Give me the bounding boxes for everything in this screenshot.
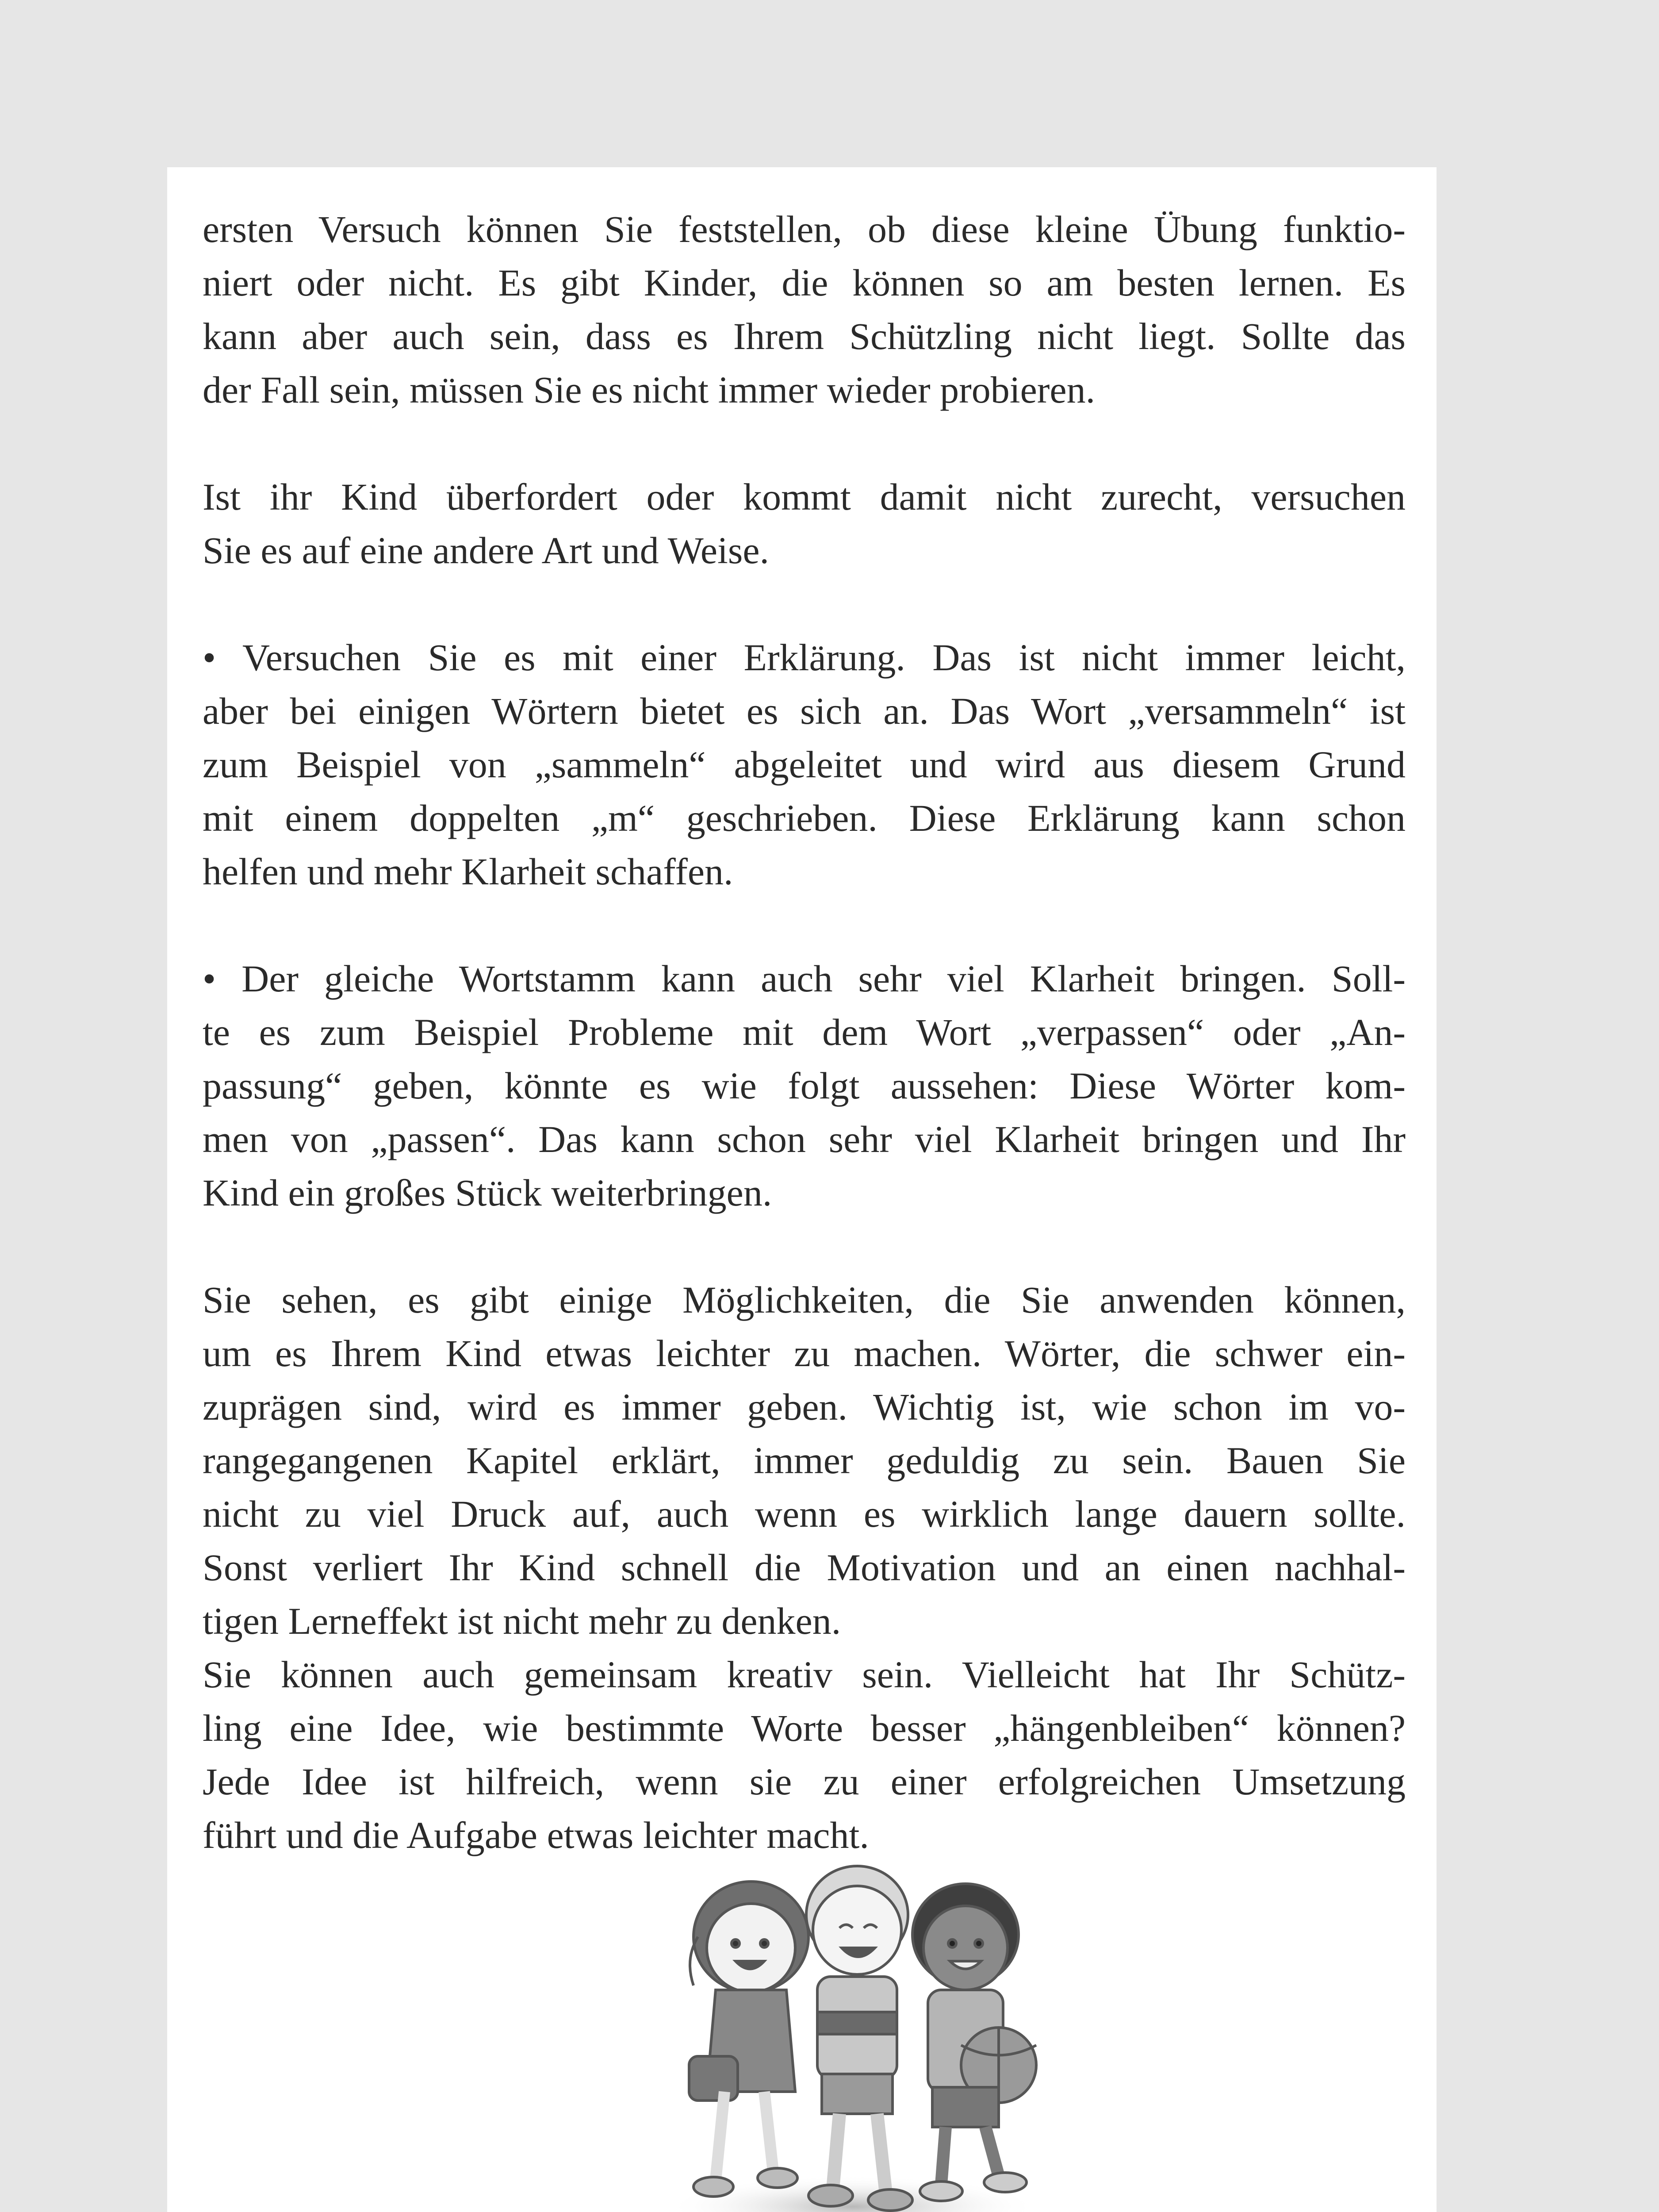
paragraph-1: [203, 203, 1406, 417]
children-illustration: [632, 1844, 1074, 2212]
text-line: niert oder nicht. Es gibt Kinder, die können so am besten lernen. Es: [203, 261, 1406, 304]
bullet-paragraph-1: [203, 631, 1406, 899]
book-page: [167, 167, 1437, 2212]
text-line: um es Ihrem Kind etwas leichter zu machen. Wörter, die schwer ein-: [203, 1332, 1406, 1375]
text-line: helfen und mehr Klarheit schaffen.: [203, 850, 733, 893]
text-line: aber bei einigen Wörtern bietet es sich an. Das Wort „versammeln“ ist: [203, 690, 1406, 732]
text-line: nicht zu viel Druck auf, auch wenn es wirklich lange dauern sollte.: [203, 1493, 1406, 1535]
text-line: ersten Versuch können Sie feststellen, ob diese kleine Übung funktio-: [203, 208, 1406, 250]
bullet-paragraph-2: [203, 952, 1406, 1220]
body-text: [203, 203, 1406, 1862]
girl-figure: [689, 1882, 808, 2197]
text-line: der Fall sein, müssen Sie es nicht immer wieder probieren.: [203, 369, 1096, 411]
text-line: mit einem doppelten „m“ geschrieben. Diese Erklärung kann schon: [203, 797, 1406, 839]
text-line: • Der gleiche Wortstamm kann auch sehr viel Klarheit bringen. Soll-: [203, 957, 1406, 1000]
text-line: Kind ein großes Stück weiterbringen.: [203, 1171, 772, 1214]
text-line: rangegangenen Kapitel erklärt, immer geduldig zu sein. Bauen Sie: [203, 1439, 1406, 1482]
text-line: kann aber auch sein, dass es Ihrem Schützling nicht liegt. Sollte das: [203, 315, 1406, 357]
text-line: Sonst verliert Ihr Kind schnell die Motivation und an einen nachhal-: [203, 1546, 1406, 1589]
text-line: • Versuchen Sie es mit einer Erklärung. Das ist nicht immer leicht,: [203, 636, 1406, 679]
text-line: Ist ihr Kind überfordert oder kommt damit nicht zurecht, versuchen: [203, 476, 1406, 518]
boy-figure-right: [912, 1884, 1036, 2201]
text-line: führt und die Aufgabe etwas leichter macht.: [203, 1814, 869, 1856]
text-line: passung“ geben, könnte es wie folgt aussehen: Diese Wörter kom-: [203, 1064, 1406, 1107]
text-line: Jede Idee ist hilfreich, wenn sie zu einer erfolgreichen Umsetzung: [203, 1760, 1406, 1803]
text-line: zuprägen sind, wird es immer geben. Wichtig ist, wie schon im vo-: [203, 1386, 1406, 1428]
text-line: men von „passen“. Das kann schon sehr viel Klarheit bringen und Ihr: [203, 1118, 1406, 1160]
boy-figure-middle: [806, 1866, 912, 2211]
text-line: ling eine Idee, wie bestimmte Worte besser „hängenbleiben“ können?: [203, 1707, 1406, 1749]
paragraph-2: [203, 470, 1406, 577]
text-line: tigen Lerneffekt ist nicht mehr zu denken.: [203, 1600, 841, 1642]
text-line: Sie es auf eine andere Art und Weise.: [203, 529, 770, 572]
text-line: Sie sehen, es gibt einige Möglichkeiten, die Sie anwenden können,: [203, 1279, 1406, 1321]
text-line: te es zum Beispiel Probleme mit dem Wort „verpassen“ oder „An-: [203, 1011, 1406, 1053]
text-line: Sie können auch gemeinsam kreativ sein. Vielleicht hat Ihr Schütz-: [203, 1653, 1406, 1696]
text-line: zum Beispiel von „sammeln“ abgeleitet und wird aus diesem Grund: [203, 743, 1406, 786]
paragraph-5: [203, 1273, 1406, 1862]
